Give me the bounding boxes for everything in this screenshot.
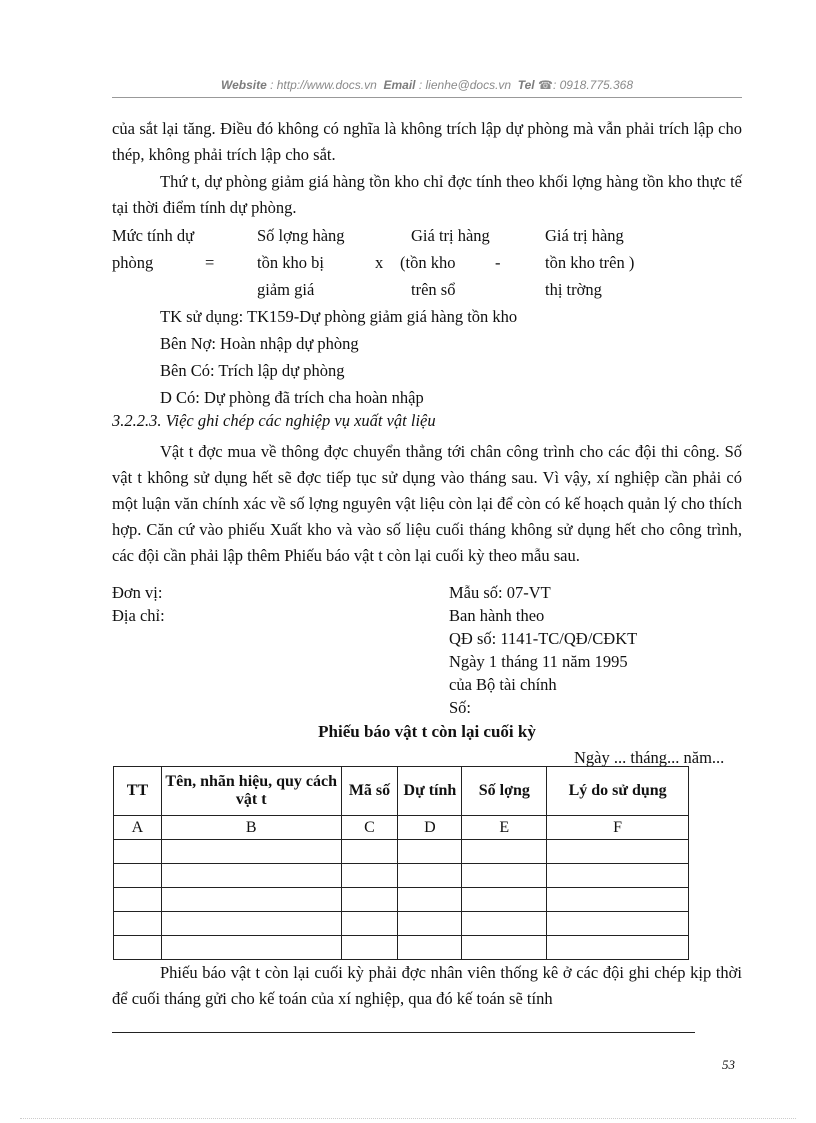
page-bottom-dotted-line (20, 1118, 796, 1119)
formula-c1-line1: Mức tính dự (112, 226, 195, 245)
formula-times: x (375, 253, 384, 272)
date-line: Ngày ... tháng... năm... (574, 748, 725, 767)
address-label: Địa chỉ: (112, 606, 165, 625)
paragraph-2: Thứ t, dự phòng giảm giá hàng tồn kho chỉ đợc tính theo khối lợng hàng tồn kho thực tế tại thời điểm tính dự phòng. (112, 172, 742, 217)
code-c: C (341, 816, 398, 840)
code-f: F (547, 816, 689, 840)
table-header-row (114, 767, 689, 816)
table-row (114, 840, 689, 864)
decision-date: Ngày 1 tháng 11 năm 1995 (449, 652, 628, 671)
email-value: : lienhe@docs.vn (418, 78, 512, 92)
form-title: Phiếu báo vật t còn lại cuối kỳ (318, 722, 536, 741)
formula-c3-line3: trên sổ (411, 280, 456, 299)
code-a: A (114, 816, 162, 840)
section-heading: 3.2.2.3. Việc ghi chép các nghiệp vụ xuất vật liệu (112, 411, 436, 430)
code-d: D (398, 816, 462, 840)
formula-c2-line2: tồn kho bị (257, 253, 324, 272)
issuer: của Bộ tài chính (449, 675, 557, 694)
code-e: E (462, 816, 547, 840)
tel-label: Tel (517, 78, 535, 92)
tk-debit-line: Bên Nợ: Hoàn nhập dự phòng (160, 334, 359, 353)
tk-credit-line: Bên Có: Trích lập dự phòng (160, 361, 345, 380)
formula-c2-line3: giảm giá (257, 280, 315, 299)
paragraph-3: Vật t đợc mua về thông đợc chuyển thẳng tới chân công trình cho các đội thi công. Số vật t không sử dụng hết sẽ đợc tiếp tục sử dụng vào tháng sau. Vì vậy, xí nghiệp cần phải có một luận văn chính xác về số lợng nguyên vật liệu còn lại để còn có kế hoạch quản lý cho thích hợp. Căn cứ vào phiếu Xuất kho và vào số liệu cuối tháng không sử dụng hết cho công trình, các đội cần phải lập thêm Phiếu báo vật t còn lại cuối kỳ theo mẫu sau. (112, 442, 742, 565)
table-row (114, 912, 689, 936)
email-label: Email (383, 78, 416, 92)
website-label: Website (220, 78, 267, 92)
page-header (112, 78, 742, 92)
header-divider (112, 97, 742, 98)
page-number: 53 (722, 1057, 735, 1072)
header-quantity: Số lợng (462, 767, 547, 816)
formula-c2-line1: Số lợng hàng (257, 226, 345, 245)
formula-c1-line2: phòng (112, 253, 154, 272)
formula-c4-line2: tồn kho trên ) (545, 253, 635, 272)
tk-account-line: TK sử dụng: TK159-Dự phòng giảm giá hàng tồn kho (160, 307, 518, 326)
header-code: Mã số (341, 767, 398, 816)
header-reason: Lý do sử dụng (547, 767, 689, 816)
website-value: : http://www.docs.vn (270, 78, 377, 92)
formula-c3-line2: (tồn kho (400, 253, 456, 272)
tk-balance-line: D Có: Dự phòng đã trích cha hoàn nhập (160, 388, 424, 407)
materials-table (113, 766, 689, 960)
issued-by: Ban hành theo (449, 606, 545, 625)
table-row (114, 936, 689, 960)
serial-number: Số: (449, 698, 472, 717)
phone-icon: ☎ (538, 78, 553, 92)
unit-label: Đơn vị: (112, 583, 163, 602)
formula-c4-line1: Giá trị hàng (545, 226, 624, 245)
formula-equals: = (205, 253, 215, 272)
table-code-row (114, 816, 689, 840)
tel-value: : 0918.775.368 (552, 78, 634, 92)
table-row (114, 864, 689, 888)
formula-c3-line1: Giá trị hàng (411, 226, 490, 245)
formula-minus: - (495, 253, 501, 272)
formula-c4-line3: thị trờng (545, 280, 602, 299)
header-name: Tên, nhãn hiệu, quy cách vật t (161, 767, 341, 816)
paragraph-1: của sắt lại tăng. Điều đó không có nghĩa là không trích lập dự phòng mà vẫn phải trích lập cho thép, không phải trích lập cho sắt. (112, 119, 742, 164)
header-tt: TT (114, 767, 162, 816)
code-b: B (161, 816, 341, 840)
decision-number: QĐ số: 1141-TC/QĐ/CĐKT (449, 629, 638, 648)
paragraph-4: Phiếu báo vật t còn lại cuối kỳ phải đợc nhân viên thống kê ở các đội ghi chép kịp thời để cuối tháng gửi cho kế toán của xí nghiệp, qua đó kế toán sẽ tính (112, 963, 742, 1008)
table-row (114, 888, 689, 912)
form-number: Mẫu số: 07-VT (449, 583, 551, 602)
footer-divider (112, 1032, 695, 1033)
header-estimate: Dự tính (398, 767, 462, 816)
